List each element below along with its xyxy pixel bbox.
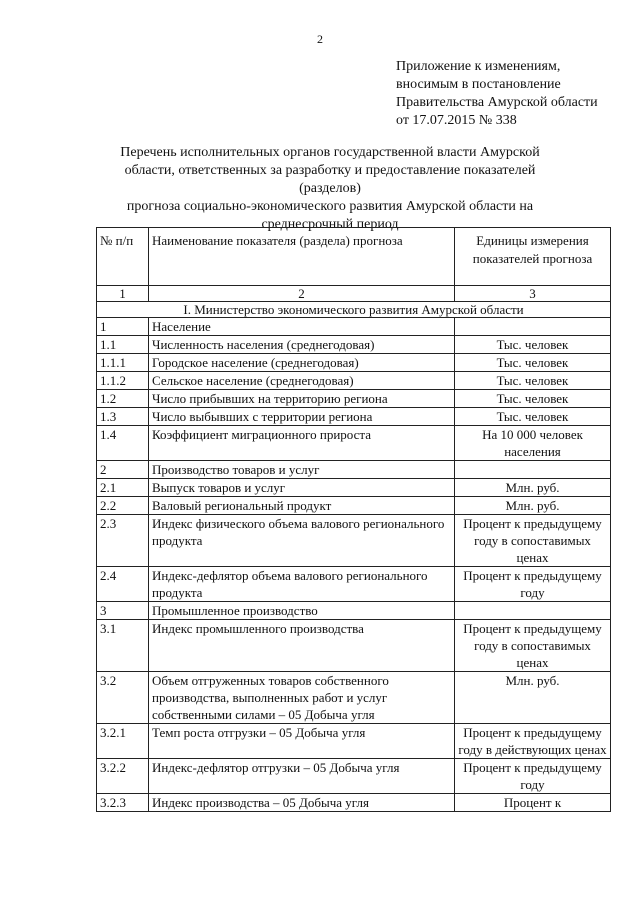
cell-num: 1.1.2: [97, 372, 149, 390]
header-units: Единицы измерения показателей прогноза: [455, 228, 611, 286]
title-line: прогноза социально-экономического развития Амурской области на: [126, 199, 534, 214]
indicators-table: [96, 227, 611, 812]
cell-num: 2.2: [97, 497, 149, 515]
table-row: [97, 390, 611, 408]
table-row: [97, 567, 611, 602]
appendix-line: Правительства Амурской области: [396, 95, 598, 110]
cell-name: Число прибывших на территорию региона: [149, 390, 455, 408]
cell-units: [455, 318, 611, 336]
cell-units: Процент к предыдущему году в действующих ценах: [455, 724, 611, 759]
cell-num: 3.2: [97, 672, 149, 724]
cell-num: 2.1: [97, 479, 149, 497]
table-row: [97, 497, 611, 515]
cell-num: 3.2.2: [97, 759, 149, 794]
cell-num: 3.1: [97, 620, 149, 672]
cell-units: Млн. руб.: [455, 479, 611, 497]
cell-units: Тыс. человек: [455, 336, 611, 354]
table-row: [97, 724, 611, 759]
column-number: 3: [455, 286, 611, 302]
column-number-row: [97, 286, 611, 302]
title-line: Перечень исполнительных органов государственной власти Амурской: [120, 145, 540, 160]
document-title: [95, 144, 565, 234]
page-number: 2: [317, 32, 323, 46]
cell-name: Валовый региональный продукт: [149, 497, 455, 515]
table-row: [97, 408, 611, 426]
cell-units: Процент к предыдущему году в сопоставимых ценах: [455, 515, 611, 567]
cell-name: Численность населения (среднегодовая): [149, 336, 455, 354]
cell-name: Индекс физического объема валового регионального продукта: [149, 515, 455, 567]
column-number: 2: [149, 286, 455, 302]
cell-units: Процент к предыдущему году в сопоставимых ценах: [455, 620, 611, 672]
section-row: [97, 302, 611, 318]
cell-num: 1: [97, 318, 149, 336]
cell-units: Процент к: [455, 794, 611, 812]
cell-name: Индекс производства – 05 Добыча угля: [149, 794, 455, 812]
table-row: [97, 515, 611, 567]
table-row: [97, 759, 611, 794]
appendix-line: Приложение к изменениям,: [396, 59, 561, 74]
cell-name: Объем отгруженных товаров собственного производства, выполненных работ и услуг собственными силами – 05 Добыча угля: [149, 672, 455, 724]
cell-num: 1.1: [97, 336, 149, 354]
table-row: [97, 354, 611, 372]
cell-num: 2.4: [97, 567, 149, 602]
appendix-note: [396, 58, 636, 130]
cell-units: Млн. руб.: [455, 497, 611, 515]
cell-units: Тыс. человек: [455, 372, 611, 390]
header-name: Наименование показателя (раздела) прогноза: [149, 228, 455, 286]
cell-name: Индекс промышленного производства: [149, 620, 455, 672]
cell-name: Промышленное производство: [149, 602, 455, 620]
table-row: [97, 479, 611, 497]
cell-units: Процент к предыдущему году: [455, 759, 611, 794]
cell-units: Процент к предыдущему году: [455, 567, 611, 602]
cell-num: 3.2.1: [97, 724, 149, 759]
cell-num: 3: [97, 602, 149, 620]
section-title: I. Министерство экономического развития Амурской области: [97, 302, 611, 318]
cell-name: Население: [149, 318, 455, 336]
table-row: [97, 336, 611, 354]
cell-num: 2: [97, 461, 149, 479]
table-row: [97, 372, 611, 390]
cell-num: 1.4: [97, 426, 149, 461]
appendix-line: от 17.07.2015 № 338: [396, 113, 517, 128]
cell-name: Коэффициент миграционного прироста: [149, 426, 455, 461]
table-row: [97, 672, 611, 724]
cell-num: 3.2.3: [97, 794, 149, 812]
table-row: [97, 426, 611, 461]
cell-name: Число выбывших с территории региона: [149, 408, 455, 426]
cell-num: 1.2: [97, 390, 149, 408]
cell-name: Темп роста отгрузки – 05 Добыча угля: [149, 724, 455, 759]
table-header-row: [97, 228, 611, 286]
table-row: [97, 794, 611, 812]
title-line: среднесрочный период: [261, 217, 399, 232]
cell-name: Индекс-дефлятор отгрузки – 05 Добыча угля: [149, 759, 455, 794]
cell-units: Млн. руб.: [455, 672, 611, 724]
cell-num: 1.3: [97, 408, 149, 426]
cell-units: [455, 461, 611, 479]
appendix-line: вносимым в постановление: [396, 77, 561, 92]
table-row: [97, 318, 611, 336]
cell-name: Сельское население (среднегодовая): [149, 372, 455, 390]
cell-units: На 10 000 человек населения: [455, 426, 611, 461]
table-row: [97, 461, 611, 479]
header-num: № п/п: [97, 228, 149, 286]
cell-num: 2.3: [97, 515, 149, 567]
cell-name: Выпуск товаров и услуг: [149, 479, 455, 497]
cell-name: Городское население (среднегодовая): [149, 354, 455, 372]
table-row: [97, 620, 611, 672]
title-line: области, ответственных за разработку и предоставление показателей (разделов): [124, 163, 536, 196]
table-row: [97, 602, 611, 620]
cell-units: Тыс. человек: [455, 408, 611, 426]
cell-units: Тыс. человек: [455, 390, 611, 408]
cell-units: Тыс. человек: [455, 354, 611, 372]
cell-name: Индекс-дефлятор объема валового регионального продукта: [149, 567, 455, 602]
cell-units: [455, 602, 611, 620]
cell-num: 1.1.1: [97, 354, 149, 372]
column-number: 1: [97, 286, 149, 302]
cell-name: Производство товаров и услуг: [149, 461, 455, 479]
